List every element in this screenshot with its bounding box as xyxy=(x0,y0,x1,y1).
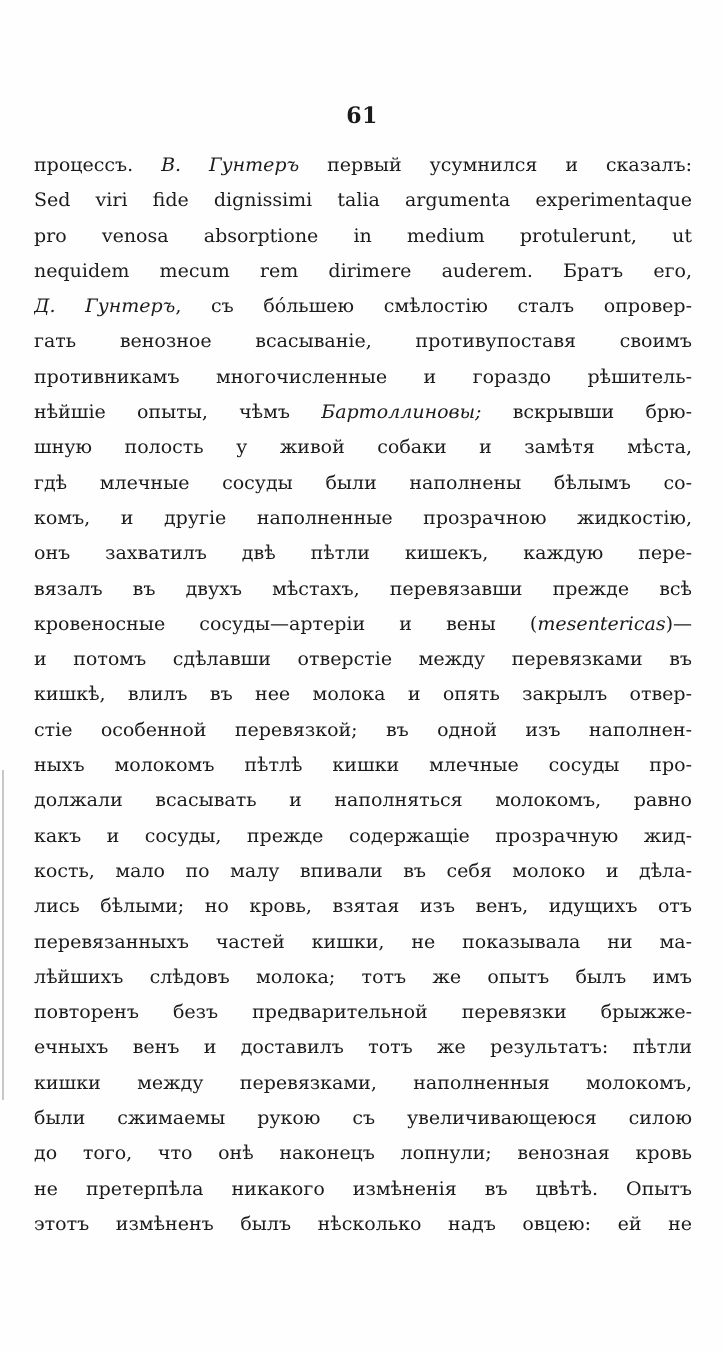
text-segment: nequidem mecum rem dirimere auderem. Братъ его, xyxy=(34,259,692,282)
text-segment: гать венозное всасываніе, противупоставя своимъ xyxy=(34,330,692,353)
text-line xyxy=(34,324,692,359)
text-line xyxy=(34,1030,692,1065)
text-line xyxy=(34,395,692,430)
text-line xyxy=(34,889,692,924)
text-line xyxy=(34,819,692,854)
text-segment: шную полость у живой собаки и замѣтя мѣста, xyxy=(34,436,692,459)
text-line xyxy=(34,360,692,395)
text-line xyxy=(34,960,692,995)
text-line xyxy=(34,1207,692,1242)
text-line xyxy=(34,219,692,254)
italic-segment: Бартоллиновы; xyxy=(321,401,482,424)
text-line xyxy=(34,1066,692,1101)
text-line xyxy=(34,783,692,818)
text-segment: и потомъ сдѣлавши отверстіе между перевязками въ xyxy=(34,648,692,671)
text-line xyxy=(34,1101,692,1136)
text-segment: ныхъ молокомъ пѣтлѣ кишки млечные сосуды про- xyxy=(34,754,692,777)
text-segment: кость, мало по малу впивали въ себя молоко и дѣла- xyxy=(34,859,692,882)
italic-segment: mesentericas xyxy=(537,612,666,635)
text-line xyxy=(34,1172,692,1207)
text-segment: до того, что онѣ наконецъ лопнули; венозная кровь xyxy=(34,1142,692,1165)
text-segment: повторенъ безъ предварительной перевязки брыжже- xyxy=(34,1001,692,1024)
text-line xyxy=(34,1136,692,1171)
text-segment: процессъ. xyxy=(34,154,162,176)
text-segment: нѣйшіе опыты, чѣмъ xyxy=(34,401,322,424)
text-segment: перевязанныхъ частей кишки, не показывала ни ма- xyxy=(34,930,692,953)
text-segment: Sed viri fide dignissimi talia argumenta experimentaque xyxy=(34,189,692,212)
text-line xyxy=(34,536,692,571)
text-segment: не претерпѣла никакого измѣненія въ цвѣтѣ. Опытъ xyxy=(34,1177,692,1200)
page-number: 61 xyxy=(346,103,378,129)
text-line xyxy=(34,501,692,536)
text-segment: кровеносные сосуды—артеріи и вены ( xyxy=(34,612,538,635)
text-line xyxy=(34,183,692,218)
text-segment: стіе особенной перевязкой; въ одной изъ наполнен- xyxy=(34,718,692,741)
page-edge-shadow xyxy=(2,770,4,1100)
text-line xyxy=(34,430,692,465)
text-line xyxy=(34,254,692,289)
text-segment: вскрывши брю- xyxy=(481,401,692,424)
italic-segment: Д. Гунтеръ xyxy=(34,295,176,318)
text-segment: вязалъ въ двухъ мѣстахъ, перевязавши прежде всѣ xyxy=(34,577,692,600)
text-segment: кишкѣ, влилъ въ нее молока и опять закрылъ отвер- xyxy=(34,683,692,706)
text-line xyxy=(34,995,692,1030)
text-line xyxy=(34,748,692,783)
text-line xyxy=(34,677,692,712)
text-segment: гдѣ млечные сосуды были наполнены бѣлымъ со- xyxy=(34,471,692,494)
text-segment: онъ захватилъ двѣ пѣтли кишекъ, каждую пере- xyxy=(34,542,692,565)
text-line xyxy=(34,466,692,501)
text-line xyxy=(34,607,692,642)
text-line xyxy=(34,289,692,324)
text-segment: )— xyxy=(665,612,692,635)
text-segment: ечныхъ венъ и доставилъ тотъ же результатъ: пѣтли xyxy=(34,1036,692,1059)
text-segment: лѣйшихъ слѣдовъ молока; тотъ же опытъ былъ имъ xyxy=(34,965,692,988)
body-text xyxy=(34,148,692,1242)
text-line xyxy=(34,642,692,677)
text-segment: кишки между перевязками, наполненныя молокомъ, xyxy=(34,1071,692,1094)
text-segment: комъ, и другіе наполненные прозрачною жидкостію, xyxy=(34,506,692,529)
text-line xyxy=(34,148,692,183)
text-segment: первый усумнился и сказалъ: xyxy=(299,154,692,176)
text-segment: , съ бо́льшею смѣлостію сталъ опровер- xyxy=(175,295,692,318)
text-segment: должали всасывать и наполняться молокомъ, равно xyxy=(34,789,692,812)
italic-segment: В. Гунтеръ xyxy=(161,154,300,176)
text-segment: лись бѣлыми; но кровь, взятая изъ венъ, идущихъ отъ xyxy=(34,895,692,918)
text-line xyxy=(34,572,692,607)
text-segment: были сжимаемы рукою съ увеличивающеюся силою xyxy=(34,1107,692,1130)
text-segment: pro venosa absorptione in medium protulerunt, ut xyxy=(34,224,692,247)
text-segment: этотъ измѣненъ былъ нѣсколько надъ овцею: ей не xyxy=(34,1212,692,1235)
text-segment: противникамъ многочисленные и гораздо рѣшитель- xyxy=(34,365,692,388)
text-line xyxy=(34,713,692,748)
text-line xyxy=(34,925,692,960)
text-line xyxy=(34,854,692,889)
text-segment: какъ и сосуды, прежде содержащіе прозрачную жид- xyxy=(34,824,692,847)
